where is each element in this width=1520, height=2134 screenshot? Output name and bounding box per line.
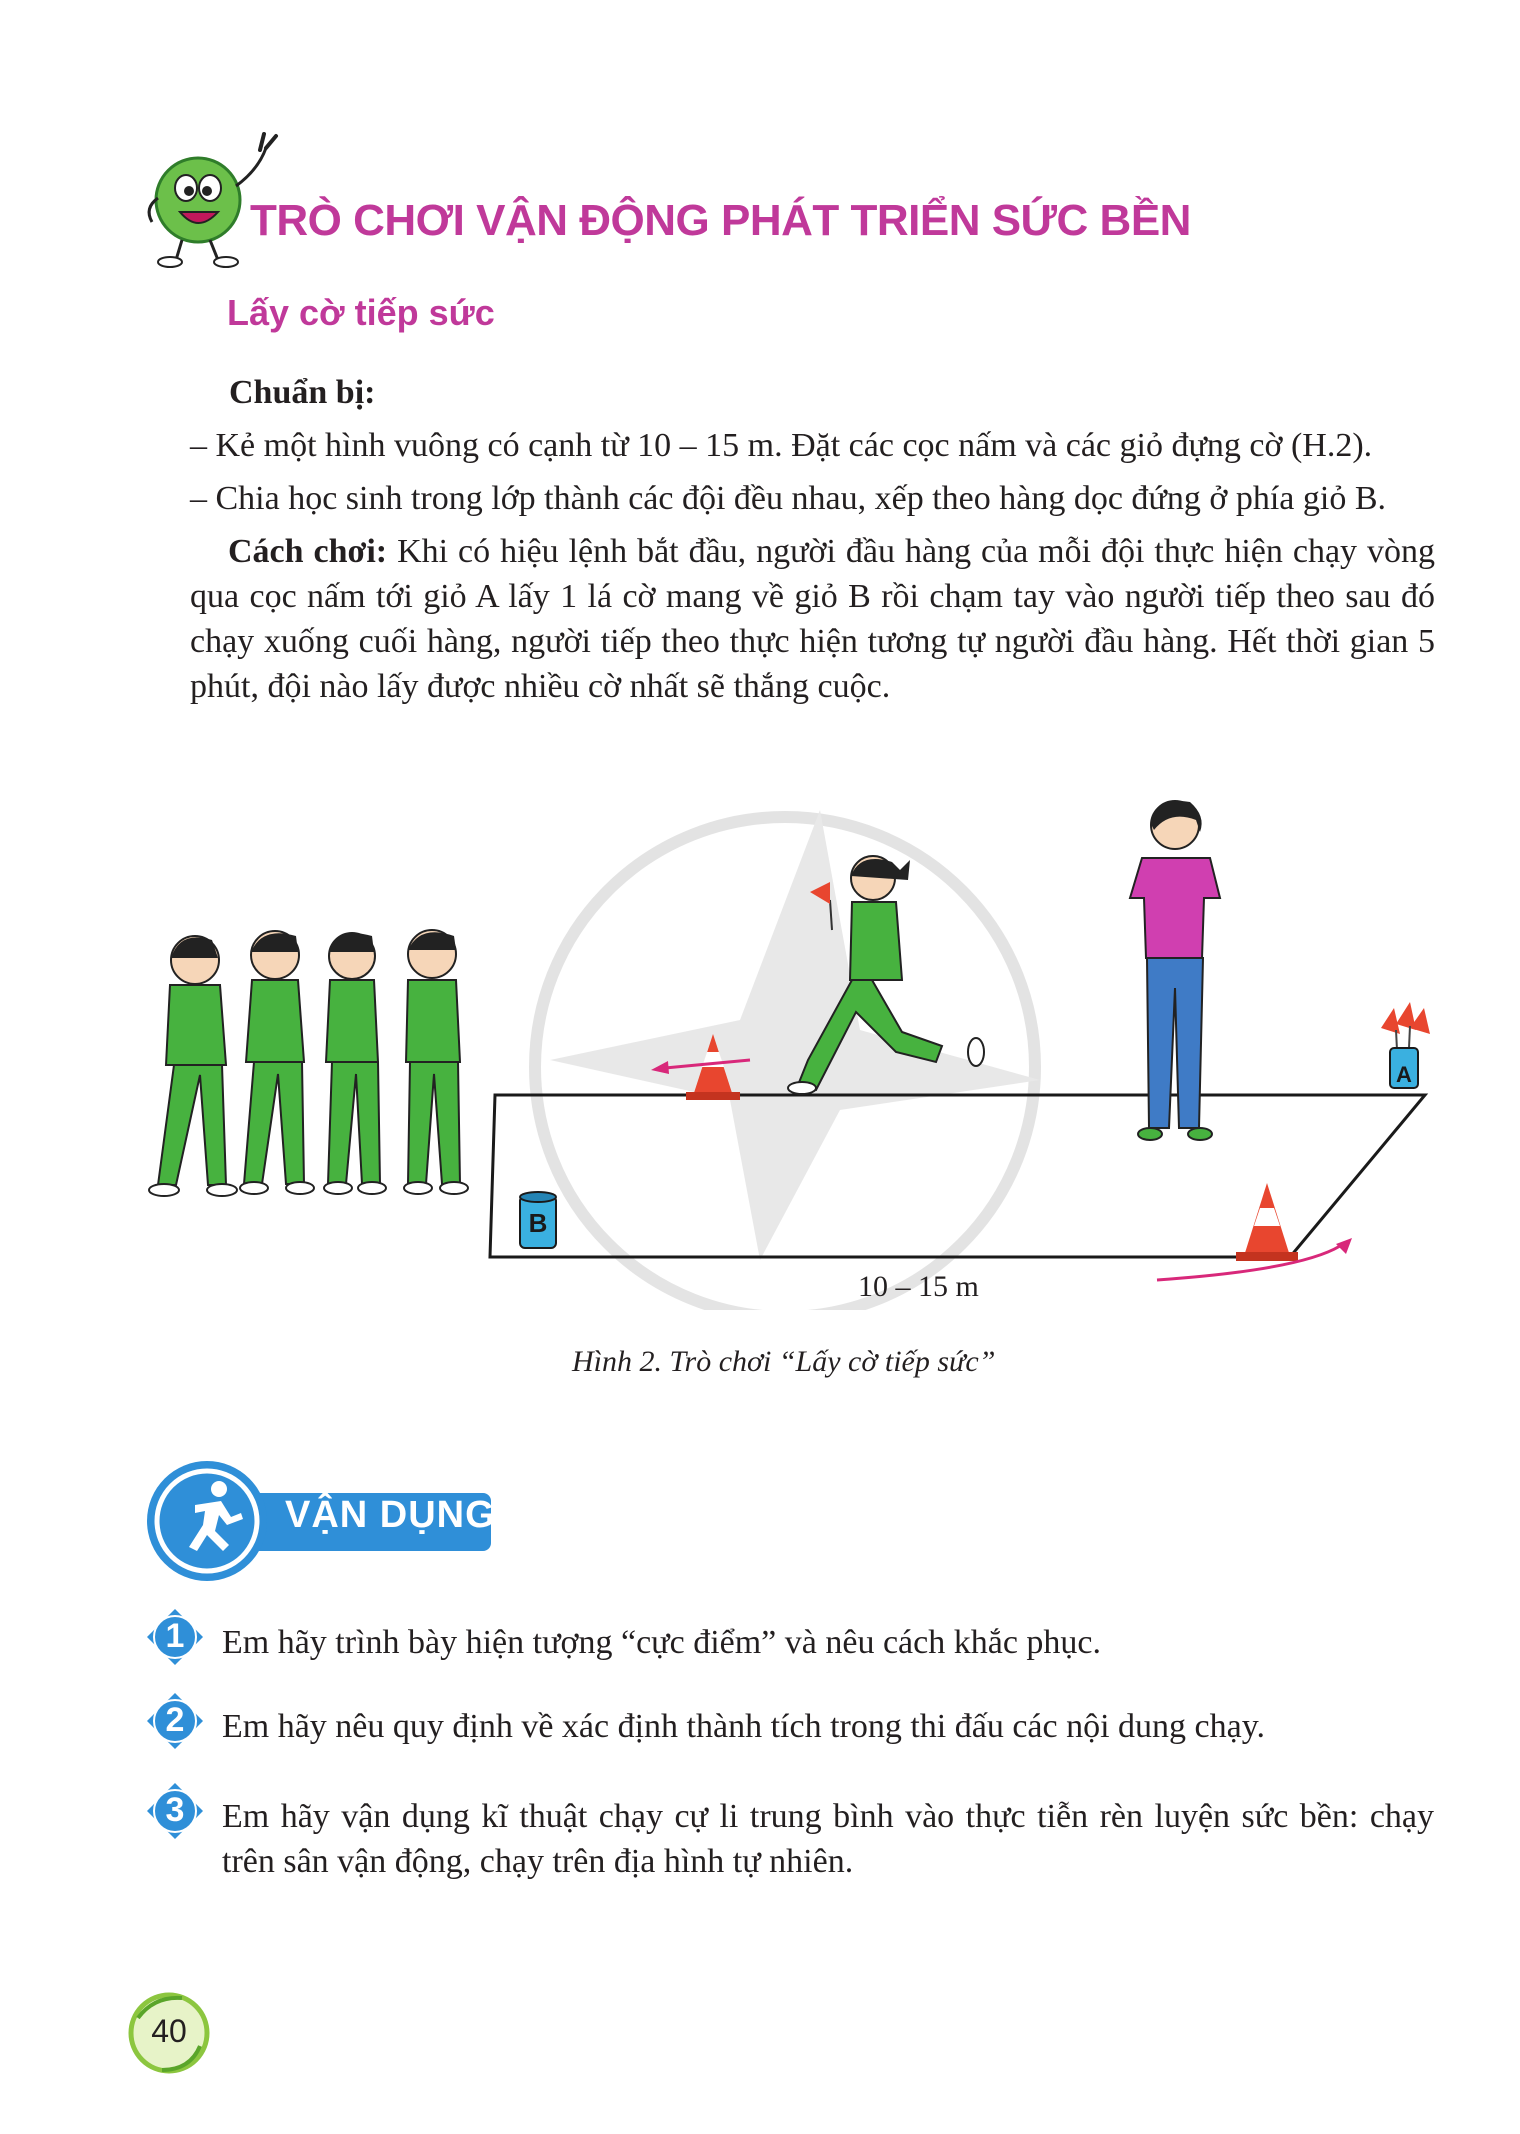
how-to-play-text: Khi có hiệu lệnh bắt đầu, người đầu hàng của mỗi đội thực hiện chạy vòng qua cọc nấm tới giỏ A lấy 1 lá cờ mang về giỏ B rồi chạm tay vào người tiếp theo sau đó chạy xuống cuối hàng, người tiếp theo thực hiện tương tự người đầu hàng. Hết thời gian 5 phút, đội nào lấy được nhiều cờ nhất sẽ thắng cuộc. xyxy=(190,533,1435,705)
student-figure-icon xyxy=(240,931,314,1194)
basket-b-label: B xyxy=(528,1208,548,1238)
question-text: Em hãy vận dụng kĩ thuật chạy cự li trung bình vào thực tiễn rèn luyện sức bền: chạy trên sân vận động, chạy trên địa hình tự nhiên. xyxy=(222,1798,1434,1880)
question-text: Em hãy trình bày hiện tượng “cực điểm” và nêu cách khắc phục. xyxy=(222,1624,1102,1661)
how-to-play-paragraph xyxy=(190,529,1435,709)
section-title: TRÒ CHƠI VẬN ĐỘNG PHÁT TRIỂN SỨC BỀN xyxy=(250,196,1191,245)
preparation-heading: Chuẩn bị: xyxy=(229,374,376,411)
page-number: 40 xyxy=(151,2013,187,2049)
field-dimension-label: 10 – 15 m xyxy=(858,1270,979,1303)
preparation-item-1: – Kẻ một hình vuông có cạnh từ 10 – 15 m. Đặt các cọc nấm và các giỏ đựng cờ (H.2). xyxy=(190,427,1373,464)
preparation-item-2: – Chia học sinh trong lớp thành các đội đều nhau, xếp theo hàng dọc đứng ở phía giỏ B. xyxy=(190,480,1386,517)
student-queue xyxy=(149,930,468,1196)
how-to-play-heading: Cách chơi: xyxy=(228,533,388,570)
playing-field xyxy=(490,1095,1425,1257)
teacher-figure-icon xyxy=(1130,801,1220,1140)
question-number: 1 xyxy=(165,1617,185,1655)
cone-icon xyxy=(1236,1183,1298,1261)
apply-label: VẬN DỤNG xyxy=(285,1494,496,1536)
relay-game-illustration xyxy=(140,780,1440,1310)
figure-caption: Hình 2. Trò chơi “Lấy cờ tiếp sức” xyxy=(572,1345,996,1378)
student-figure-icon xyxy=(404,930,468,1194)
student-figure-icon xyxy=(324,933,386,1194)
student-figure-icon xyxy=(149,936,237,1196)
question-number: 3 xyxy=(165,1791,185,1829)
basket-a-label: A xyxy=(1396,1062,1412,1087)
question-text: Em hãy nêu quy định về xác định thành tích trong thi đấu các nội dung chạy. xyxy=(222,1708,1266,1745)
watermark-logo xyxy=(535,810,1040,1310)
game-title: Lấy cờ tiếp sức xyxy=(227,292,495,333)
question-number: 2 xyxy=(165,1701,185,1739)
